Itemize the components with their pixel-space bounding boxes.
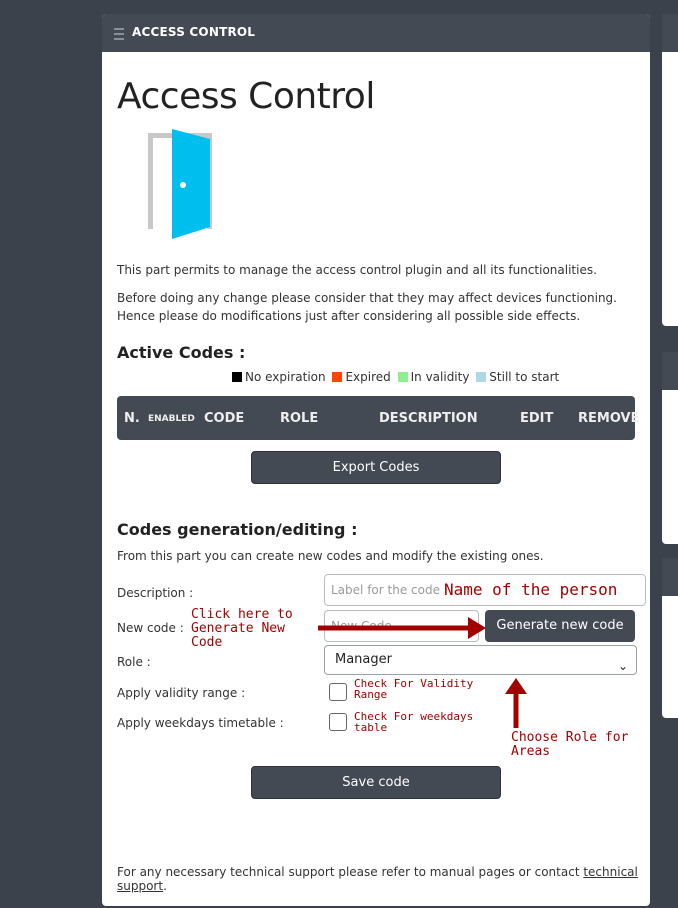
annotation-role: Choose Role for Areas xyxy=(511,730,629,759)
role-select[interactable] xyxy=(324,645,637,675)
weekdays-checkbox[interactable] xyxy=(329,713,347,731)
panel-title: ACCESS CONTROL xyxy=(132,25,256,39)
column-remove: REMOVE xyxy=(578,411,640,426)
side-panel-top xyxy=(662,14,678,326)
column-code: CODE xyxy=(204,411,245,426)
save-code-button[interactable]: Save code xyxy=(251,766,501,799)
export-codes-button[interactable]: Export Codes xyxy=(251,451,501,484)
column-description: DESCRIPTION xyxy=(379,411,478,426)
legend-label: Expired xyxy=(345,370,391,384)
side-panel-header xyxy=(662,558,678,596)
role-label: Role : xyxy=(117,655,151,669)
legend-label: In validity xyxy=(410,370,470,384)
access-control-panel xyxy=(102,14,650,906)
door-icon xyxy=(146,129,218,241)
page-title: Access Control xyxy=(117,76,375,117)
legend-swatch-expired xyxy=(332,372,342,382)
status-legend xyxy=(232,370,562,384)
description-input[interactable]: Label for the code xyxy=(324,574,646,606)
panel-header xyxy=(102,14,650,52)
technical-support-link[interactable]: technical support xyxy=(117,865,638,893)
intro-text-2: Before doing any change please consider that they may affect devices functioning. Hence please do modifications just after considering all possible side effects. xyxy=(117,291,617,323)
legend-swatch-no-expiration xyxy=(232,372,242,382)
footer-text: For any necessary technical support please refer to manual pages or contact xyxy=(117,865,584,879)
generation-intro: From this part you can create new codes and modify the existing ones. xyxy=(117,549,544,563)
side-panel-bottom xyxy=(662,558,678,718)
validity-checkbox[interactable] xyxy=(329,683,347,701)
codes-generation-heading: Codes generation/editing : xyxy=(117,520,358,539)
side-panel-header xyxy=(662,352,678,390)
active-codes-heading: Active Codes : xyxy=(117,343,246,362)
annotation-validity: Check For Validity Range xyxy=(354,677,474,701)
column-number: N. xyxy=(124,411,140,426)
support-footer xyxy=(117,865,650,893)
column-edit: EDIT xyxy=(520,411,554,426)
description-label: Description : xyxy=(117,586,194,600)
legend-label: Still to start xyxy=(489,370,560,384)
menu-icon[interactable] xyxy=(114,28,124,40)
column-enabled: ENABLED xyxy=(148,414,195,424)
new-code-input[interactable]: New Code xyxy=(324,610,479,642)
generate-code-button[interactable]: Generate new code xyxy=(485,610,635,642)
annotation-weekdays: Check For weekdays table xyxy=(354,710,474,734)
intro-text-1: This part permits to manage the access control plugin and all its functionalities. xyxy=(117,263,597,277)
column-role: ROLE xyxy=(280,411,319,426)
side-panel-header xyxy=(662,14,678,52)
new-code-label: New code : xyxy=(117,621,184,635)
weekdays-label: Apply weekdays timetable : xyxy=(117,716,284,730)
chevron-down-icon: ⌄ xyxy=(617,659,628,673)
legend-swatch-still-to-start xyxy=(476,372,486,382)
codes-table-header xyxy=(117,396,640,440)
side-panel-middle xyxy=(662,352,678,544)
legend-label: No expiration xyxy=(245,370,326,384)
legend-swatch-in-validity xyxy=(398,372,408,382)
annotation-name: Name of the person xyxy=(444,580,618,599)
validity-label: Apply validity range : xyxy=(117,686,246,700)
annotation-generate: Click here to Generate New Code xyxy=(191,607,293,650)
role-selected-value: Manager xyxy=(335,652,392,667)
footer-end: . xyxy=(163,879,167,893)
